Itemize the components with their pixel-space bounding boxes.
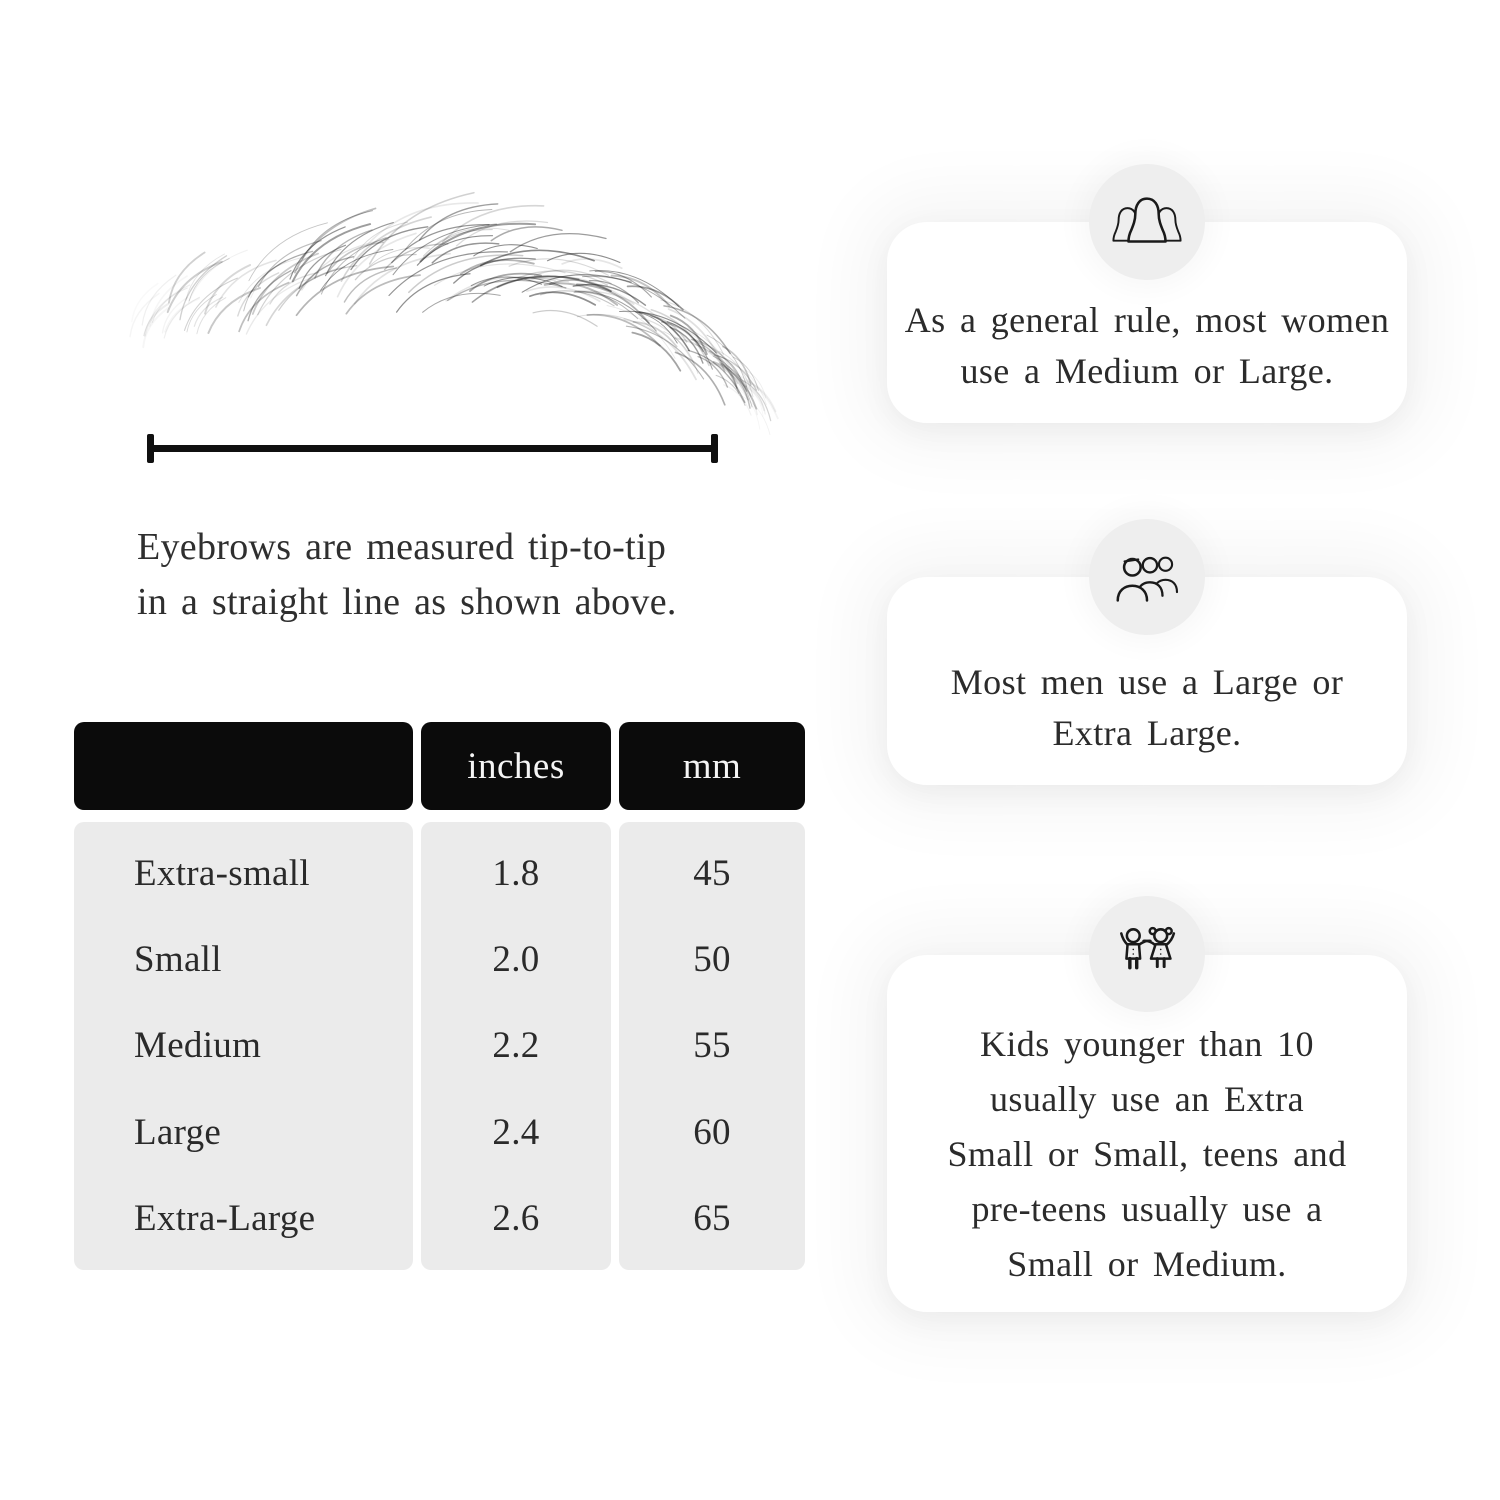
table-cell-mm: 60 [693, 1111, 731, 1153]
table-row-label: Medium [134, 1025, 262, 1067]
table-row-label: Extra-small [134, 852, 310, 894]
men-group-icon [1108, 546, 1186, 608]
women-group-icon [1108, 191, 1186, 253]
table-header-blank [74, 722, 413, 810]
size-table-header [74, 722, 805, 810]
size-table [74, 722, 805, 1270]
measurement-caption [137, 520, 677, 630]
table-cell-mm: 50 [693, 939, 731, 981]
table-column-inches [421, 822, 611, 1270]
men-icon-circle [1089, 519, 1205, 635]
table-row-label: Extra-Large [134, 1198, 316, 1240]
card-text-line: As a general rule, most women [904, 300, 1390, 340]
card-text-line: usually use an Extra [990, 1079, 1304, 1119]
table-cell-inches: 2.6 [492, 1198, 540, 1240]
table-cell-mm: 55 [693, 1025, 731, 1067]
table-column-mm [619, 822, 805, 1270]
card-text-line: Kids younger than 10 [980, 1024, 1314, 1064]
table-cell-inches: 2.0 [492, 939, 540, 981]
table-header-inches: inches [421, 722, 611, 810]
card-women-text [905, 295, 1389, 397]
measurement-line [150, 445, 715, 452]
table-cell-mm: 45 [693, 852, 731, 894]
card-text-line: Small or Medium. [1007, 1244, 1287, 1284]
card-men-text [951, 657, 1343, 759]
women-icon-circle [1089, 164, 1205, 280]
table-cell-inches: 2.2 [492, 1025, 540, 1067]
size-table-body [74, 822, 805, 1270]
table-cell-mm: 65 [693, 1198, 731, 1240]
card-kids-text [948, 1017, 1347, 1292]
card-text-line: use a Medium or Large. [960, 351, 1334, 391]
eyebrow-illustration [105, 225, 765, 425]
table-header-mm: mm [619, 722, 805, 810]
kids-icon [1112, 922, 1182, 986]
table-cell-inches: 2.4 [492, 1111, 540, 1153]
card-text-line: pre-teens usually use a [971, 1189, 1323, 1229]
card-text-line: Extra Large. [1052, 713, 1242, 753]
table-column-sizes [74, 822, 413, 1270]
kids-icon-circle [1089, 896, 1205, 1012]
card-text-line: Small or Small, teens and [947, 1134, 1347, 1174]
table-cell-inches: 1.8 [492, 852, 540, 894]
card-text-line: Most men use a Large or [950, 662, 1344, 702]
table-row-label: Large [134, 1111, 222, 1153]
caption-line-1: Eyebrows are measured tip-to-tip [137, 526, 667, 568]
caption-line-2: in a straight line as shown above. [137, 581, 677, 623]
table-row-label: Small [134, 939, 222, 981]
